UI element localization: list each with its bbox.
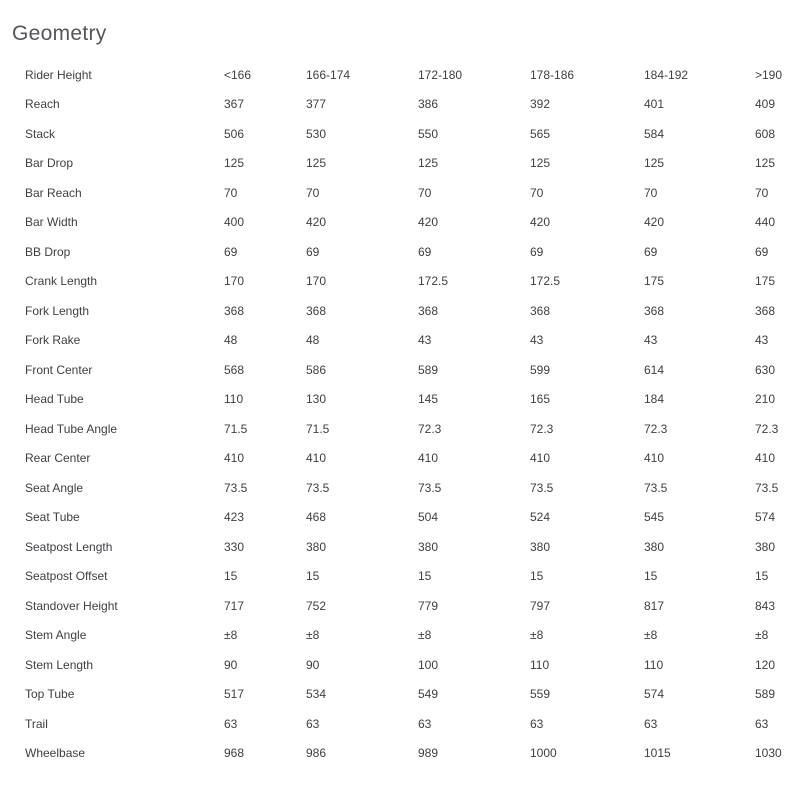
header-cell: 184-192 bbox=[644, 67, 689, 82]
value-cell: 368 bbox=[224, 303, 245, 318]
geometry-table bbox=[0, 60, 800, 768]
value-cell: 410 bbox=[418, 451, 439, 466]
value-cell: 506 bbox=[224, 126, 245, 141]
value-cell: 15 bbox=[306, 569, 320, 584]
row-label: Stem Angle bbox=[25, 628, 87, 643]
value-cell: 550 bbox=[418, 126, 439, 141]
value-cell: 69 bbox=[530, 244, 544, 259]
value-cell: 968 bbox=[224, 746, 245, 761]
value-cell: 63 bbox=[644, 716, 658, 731]
value-cell: 400 bbox=[224, 215, 245, 230]
table-row bbox=[0, 326, 800, 356]
value-cell: 468 bbox=[306, 510, 327, 525]
value-cell: 43 bbox=[530, 333, 544, 348]
table-row bbox=[0, 503, 800, 533]
row-label: Seatpost Length bbox=[25, 539, 113, 554]
value-cell: 368 bbox=[418, 303, 439, 318]
value-cell: 125 bbox=[755, 156, 776, 171]
value-cell: 69 bbox=[755, 244, 769, 259]
value-cell: 377 bbox=[306, 97, 327, 112]
table-row bbox=[0, 385, 800, 415]
value-cell: 73.5 bbox=[755, 480, 779, 495]
value-cell: 380 bbox=[306, 539, 327, 554]
value-cell: 73.5 bbox=[530, 480, 554, 495]
value-cell: 73.5 bbox=[306, 480, 330, 495]
value-cell: 63 bbox=[530, 716, 544, 731]
value-cell: 1000 bbox=[530, 746, 557, 761]
row-label: Rear Center bbox=[25, 451, 91, 466]
value-cell: 586 bbox=[306, 362, 327, 377]
value-cell: 63 bbox=[418, 716, 432, 731]
value-cell: 410 bbox=[224, 451, 245, 466]
value-cell: 48 bbox=[306, 333, 320, 348]
value-cell: 15 bbox=[530, 569, 544, 584]
value-cell: 368 bbox=[644, 303, 665, 318]
table-header-row bbox=[0, 60, 800, 90]
value-cell: 549 bbox=[418, 687, 439, 702]
value-cell: 410 bbox=[306, 451, 327, 466]
value-cell: 420 bbox=[644, 215, 665, 230]
value-cell: 559 bbox=[530, 687, 551, 702]
value-cell: 817 bbox=[644, 598, 665, 613]
value-cell: 125 bbox=[224, 156, 245, 171]
value-cell: 517 bbox=[224, 687, 245, 702]
table-row bbox=[0, 562, 800, 592]
value-cell: 63 bbox=[755, 716, 769, 731]
row-label: Wheelbase bbox=[25, 746, 86, 761]
header-cell: 178-186 bbox=[530, 67, 575, 82]
value-cell: 69 bbox=[306, 244, 320, 259]
value-cell: 175 bbox=[755, 274, 776, 289]
row-label: Stack bbox=[25, 126, 56, 141]
value-cell: ±8 bbox=[306, 628, 320, 643]
value-cell: 110 bbox=[644, 657, 664, 672]
value-cell: 409 bbox=[755, 97, 776, 112]
table-row bbox=[0, 208, 800, 238]
value-cell: 63 bbox=[306, 716, 320, 731]
value-cell: 43 bbox=[644, 333, 658, 348]
table-row bbox=[0, 178, 800, 208]
value-cell: 986 bbox=[306, 746, 327, 761]
row-label: Bar Reach bbox=[25, 185, 82, 200]
table-row bbox=[0, 414, 800, 444]
table-row bbox=[0, 591, 800, 621]
value-cell: 130 bbox=[306, 392, 327, 407]
value-cell: 43 bbox=[755, 333, 769, 348]
value-cell: 175 bbox=[644, 274, 665, 289]
table-row bbox=[0, 680, 800, 710]
value-cell: 184 bbox=[644, 392, 665, 407]
value-cell: 70 bbox=[418, 185, 432, 200]
value-cell: 530 bbox=[306, 126, 327, 141]
value-cell: 72.3 bbox=[644, 421, 668, 436]
row-label: Bar Drop bbox=[25, 156, 74, 171]
value-cell: 380 bbox=[530, 539, 551, 554]
value-cell: 71.5 bbox=[224, 421, 248, 436]
table-row bbox=[0, 237, 800, 267]
header-cell: 172-180 bbox=[418, 67, 463, 82]
value-cell: 568 bbox=[224, 362, 245, 377]
value-cell: 401 bbox=[644, 97, 665, 112]
value-cell: 599 bbox=[530, 362, 551, 377]
value-cell: 717 bbox=[224, 598, 245, 613]
value-cell: 524 bbox=[530, 510, 551, 525]
value-cell: ±8 bbox=[418, 628, 432, 643]
value-cell: 410 bbox=[530, 451, 551, 466]
value-cell: 380 bbox=[755, 539, 776, 554]
row-label: Fork Length bbox=[25, 303, 90, 318]
value-cell: 70 bbox=[644, 185, 658, 200]
value-cell: 69 bbox=[644, 244, 658, 259]
table-row bbox=[0, 650, 800, 680]
value-cell: 125 bbox=[644, 156, 665, 171]
value-cell: 165 bbox=[530, 392, 551, 407]
value-cell: ±8 bbox=[644, 628, 658, 643]
table-row bbox=[0, 621, 800, 651]
value-cell: 1015 bbox=[644, 746, 671, 761]
value-cell: 71.5 bbox=[306, 421, 330, 436]
value-cell: 15 bbox=[755, 569, 769, 584]
page-title: Geometry bbox=[12, 22, 107, 45]
value-cell: 72.3 bbox=[418, 421, 442, 436]
value-cell: 565 bbox=[530, 126, 551, 141]
header-cell: <166 bbox=[224, 67, 252, 82]
row-label: Trail bbox=[25, 716, 48, 731]
value-cell: 608 bbox=[755, 126, 776, 141]
row-label: Reach bbox=[25, 97, 60, 112]
value-cell: 73.5 bbox=[418, 480, 442, 495]
value-cell: 574 bbox=[644, 687, 665, 702]
row-label: Seat Angle bbox=[25, 480, 84, 495]
row-label: BB Drop bbox=[25, 244, 71, 259]
value-cell: 69 bbox=[418, 244, 432, 259]
row-label: Bar Width bbox=[25, 215, 78, 230]
value-cell: 170 bbox=[224, 274, 245, 289]
row-label: Top Tube bbox=[25, 687, 75, 702]
table-row bbox=[0, 532, 800, 562]
value-cell: 614 bbox=[644, 362, 665, 377]
value-cell: 125 bbox=[418, 156, 439, 171]
value-cell: 172.5 bbox=[418, 274, 449, 289]
row-label: Crank Length bbox=[25, 274, 98, 289]
value-cell: 367 bbox=[224, 97, 245, 112]
value-cell: 43 bbox=[418, 333, 432, 348]
value-cell: 125 bbox=[306, 156, 327, 171]
value-cell: 630 bbox=[755, 362, 776, 377]
value-cell: 1030 bbox=[755, 746, 782, 761]
value-cell: 70 bbox=[224, 185, 238, 200]
header-cell: >190 bbox=[755, 67, 783, 82]
value-cell: 15 bbox=[418, 569, 432, 584]
table-row bbox=[0, 296, 800, 326]
value-cell: 380 bbox=[644, 539, 665, 554]
row-label: Seat Tube bbox=[25, 510, 80, 525]
value-cell: 69 bbox=[224, 244, 238, 259]
value-cell: 589 bbox=[418, 362, 439, 377]
table-row bbox=[0, 267, 800, 297]
value-cell: 392 bbox=[530, 97, 551, 112]
value-cell: 410 bbox=[644, 451, 665, 466]
row-label: Seatpost Offset bbox=[25, 569, 108, 584]
value-cell: 420 bbox=[306, 215, 327, 230]
value-cell: 504 bbox=[418, 510, 439, 525]
value-cell: 779 bbox=[418, 598, 439, 613]
value-cell: 73.5 bbox=[224, 480, 248, 495]
value-cell: 380 bbox=[418, 539, 439, 554]
value-cell: 73.5 bbox=[644, 480, 668, 495]
value-cell: 145 bbox=[418, 392, 439, 407]
value-cell: 420 bbox=[530, 215, 551, 230]
value-cell: 210 bbox=[755, 392, 776, 407]
row-label: Fork Rake bbox=[25, 333, 81, 348]
value-cell: 423 bbox=[224, 510, 245, 525]
table-row bbox=[0, 149, 800, 179]
value-cell: 368 bbox=[530, 303, 551, 318]
value-cell: 843 bbox=[755, 598, 776, 613]
table-row bbox=[0, 473, 800, 503]
value-cell: 15 bbox=[224, 569, 238, 584]
value-cell: 170 bbox=[306, 274, 327, 289]
row-label: Head Tube bbox=[25, 392, 84, 407]
value-cell: 574 bbox=[755, 510, 776, 525]
row-label: Standover Height bbox=[25, 598, 118, 613]
value-cell: 70 bbox=[306, 185, 320, 200]
value-cell: 386 bbox=[418, 97, 439, 112]
row-label: Front Center bbox=[25, 362, 93, 377]
value-cell: 420 bbox=[418, 215, 439, 230]
value-cell: 752 bbox=[306, 598, 327, 613]
value-cell: 410 bbox=[755, 451, 776, 466]
value-cell: 63 bbox=[224, 716, 238, 731]
value-cell: 172.5 bbox=[530, 274, 561, 289]
table-row bbox=[0, 709, 800, 739]
value-cell: 440 bbox=[755, 215, 776, 230]
value-cell: 368 bbox=[755, 303, 776, 318]
table-row bbox=[0, 90, 800, 120]
table-row bbox=[0, 119, 800, 149]
table-row bbox=[0, 444, 800, 474]
value-cell: 48 bbox=[224, 333, 238, 348]
value-cell: ±8 bbox=[755, 628, 769, 643]
value-cell: 90 bbox=[224, 657, 238, 672]
value-cell: 589 bbox=[755, 687, 776, 702]
value-cell: 534 bbox=[306, 687, 327, 702]
value-cell: 584 bbox=[644, 126, 665, 141]
value-cell: 110 bbox=[530, 657, 550, 672]
value-cell: 70 bbox=[755, 185, 769, 200]
value-cell: 110 bbox=[224, 392, 244, 407]
value-cell: 90 bbox=[306, 657, 320, 672]
value-cell: 72.3 bbox=[755, 421, 779, 436]
value-cell: 120 bbox=[755, 657, 776, 672]
header-cell: 166-174 bbox=[306, 67, 351, 82]
value-cell: 15 bbox=[644, 569, 658, 584]
value-cell: 330 bbox=[224, 539, 245, 554]
value-cell: 100 bbox=[418, 657, 439, 672]
value-cell: 989 bbox=[418, 746, 439, 761]
value-cell: 70 bbox=[530, 185, 544, 200]
value-cell: 545 bbox=[644, 510, 665, 525]
row-label: Head Tube Angle bbox=[25, 421, 118, 436]
row-label: Rider Height bbox=[25, 67, 92, 82]
table-row bbox=[0, 355, 800, 385]
value-cell: 368 bbox=[306, 303, 327, 318]
value-cell: ±8 bbox=[530, 628, 544, 643]
value-cell: 125 bbox=[530, 156, 551, 171]
value-cell: ±8 bbox=[224, 628, 238, 643]
row-label: Stem Length bbox=[25, 657, 94, 672]
value-cell: 797 bbox=[530, 598, 551, 613]
value-cell: 72.3 bbox=[530, 421, 554, 436]
table-row bbox=[0, 739, 800, 769]
